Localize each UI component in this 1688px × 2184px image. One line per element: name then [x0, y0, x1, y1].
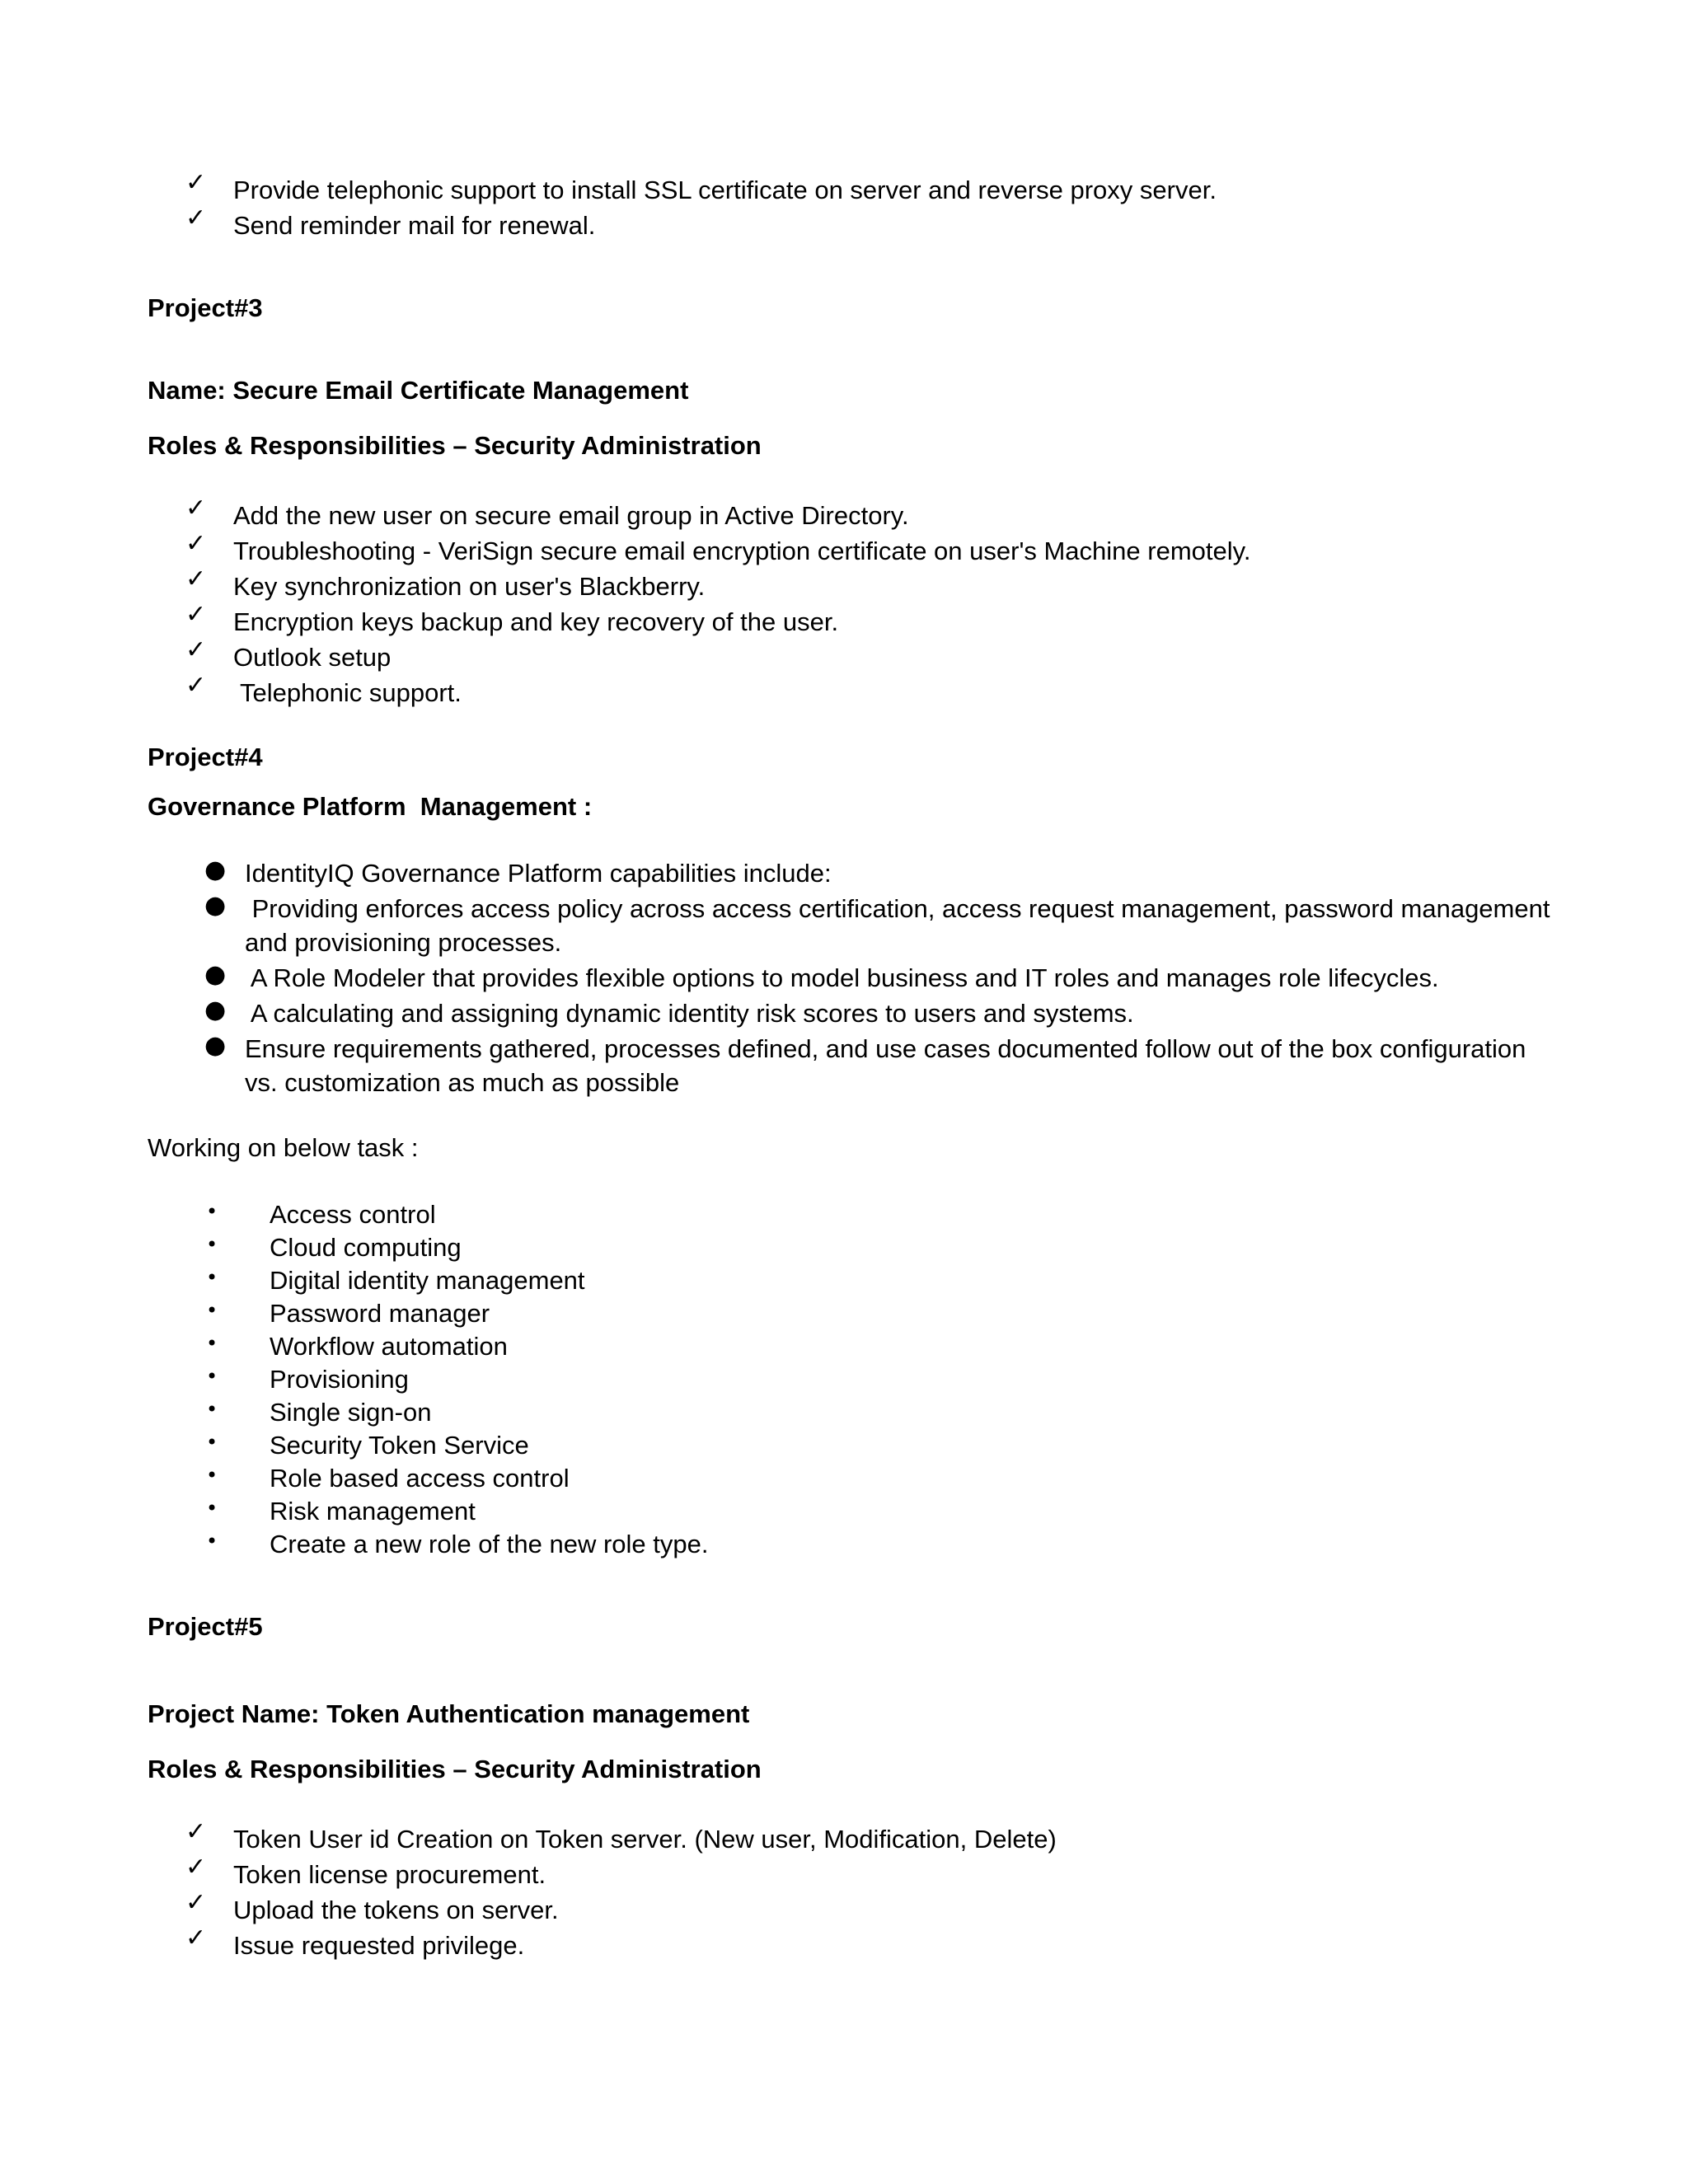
task-item: Single sign-on [270, 1398, 432, 1427]
list-item: Issue requested privilege. [233, 1931, 525, 1960]
list-item: Send reminder mail for renewal. [233, 211, 596, 240]
bullet-icon: • [206, 1200, 218, 1223]
list-item: Outlook setup [233, 643, 392, 672]
task-item: Digital identity management [270, 1266, 585, 1295]
list-item: Providing enforces access policy across access certification, access request management, password management [245, 894, 1550, 923]
list-item: Telephonic support. [233, 678, 462, 707]
list-item: A calculating and assigning dynamic identity risk scores to users and systems. [245, 999, 1134, 1028]
bullet-icon: ● [204, 960, 227, 989]
check-icon: ✓ [185, 494, 207, 523]
list-item: Upload the tokens on server. [233, 1896, 559, 1924]
bullet-icon: • [206, 1464, 218, 1487]
list-item: A Role Modeler that provides flexible options to model business and IT roles and manages role lifecycles. [245, 963, 1439, 992]
bullet-icon: • [206, 1530, 218, 1553]
list-item: Key synchronization on user's Blackberry. [233, 572, 706, 601]
check-icon: ✓ [185, 204, 207, 232]
project-5-name: Project Name: Token Authentication management [148, 1699, 750, 1728]
project-5-heading: Project#5 [148, 1612, 263, 1641]
project-3-roles-heading: Roles & Responsibilities – Security Administration [148, 431, 762, 460]
task-item: Provisioning [270, 1365, 409, 1394]
project-5-roles-heading: Roles & Responsibilities – Security Administration [148, 1755, 762, 1783]
bullet-icon: • [206, 1266, 218, 1289]
bullet-icon: ● [204, 996, 227, 1024]
check-icon: ✓ [185, 1924, 207, 1952]
task-item: Workflow automation [270, 1332, 508, 1361]
check-icon: ✓ [185, 1817, 207, 1846]
check-icon: ✓ [185, 671, 207, 700]
list-item: Token license procurement. [233, 1860, 546, 1889]
check-icon: ✓ [185, 635, 207, 664]
task-item: Password manager [270, 1299, 490, 1328]
bullet-icon: • [206, 1431, 218, 1454]
list-item: Encryption keys backup and key recovery of the user. [233, 607, 839, 636]
check-icon: ✓ [185, 600, 207, 629]
check-icon: ✓ [185, 168, 207, 197]
check-icon: ✓ [185, 565, 207, 593]
project-3-name: Name: Secure Email Certificate Management [148, 376, 689, 405]
bullet-icon: • [206, 1497, 218, 1520]
task-item: Cloud computing [270, 1233, 462, 1262]
list-item: Provide telephonic support to install SSL certificate on server and reverse proxy server. [233, 176, 1217, 204]
bullet-icon: • [206, 1299, 218, 1322]
task-item: Role based access control [270, 1464, 570, 1493]
bullet-icon: ● [204, 1031, 227, 1060]
tasks-intro: Working on below task : [148, 1133, 419, 1162]
check-icon: ✓ [185, 529, 207, 558]
task-item: Create a new role of the new role type. [270, 1530, 709, 1558]
list-item: Token User id Creation on Token server. (New user, Modification, Delete) [233, 1825, 1057, 1854]
task-item: Access control [270, 1200, 436, 1229]
bullet-icon: • [206, 1233, 218, 1256]
check-icon: ✓ [185, 1888, 207, 1917]
project-4-heading: Project#4 [148, 743, 263, 771]
bullet-icon: ● [204, 855, 227, 884]
bullet-icon: • [206, 1365, 218, 1388]
project-3-heading: Project#3 [148, 293, 263, 322]
bullet-icon: • [206, 1332, 218, 1355]
check-icon: ✓ [185, 1853, 207, 1882]
list-item: Ensure requirements gathered, processes defined, and use cases documented follow out of the box configuration [245, 1034, 1526, 1063]
list-item-continuation: vs. customization as much as possible [245, 1068, 680, 1097]
list-item: Troubleshooting - VeriSign secure email encryption certificate on user's Machine remotely. [233, 537, 1251, 565]
list-item: Add the new user on secure email group in Active Directory. [233, 501, 909, 530]
list-item: IdentityIQ Governance Platform capabilities include: [245, 859, 832, 888]
task-item: Risk management [270, 1497, 476, 1526]
task-item: Security Token Service [270, 1431, 529, 1460]
project-4-name: Governance Platform Management : [148, 792, 593, 821]
list-item-continuation: and provisioning processes. [245, 928, 562, 957]
bullet-icon: • [206, 1398, 218, 1421]
bullet-icon: ● [204, 891, 227, 920]
